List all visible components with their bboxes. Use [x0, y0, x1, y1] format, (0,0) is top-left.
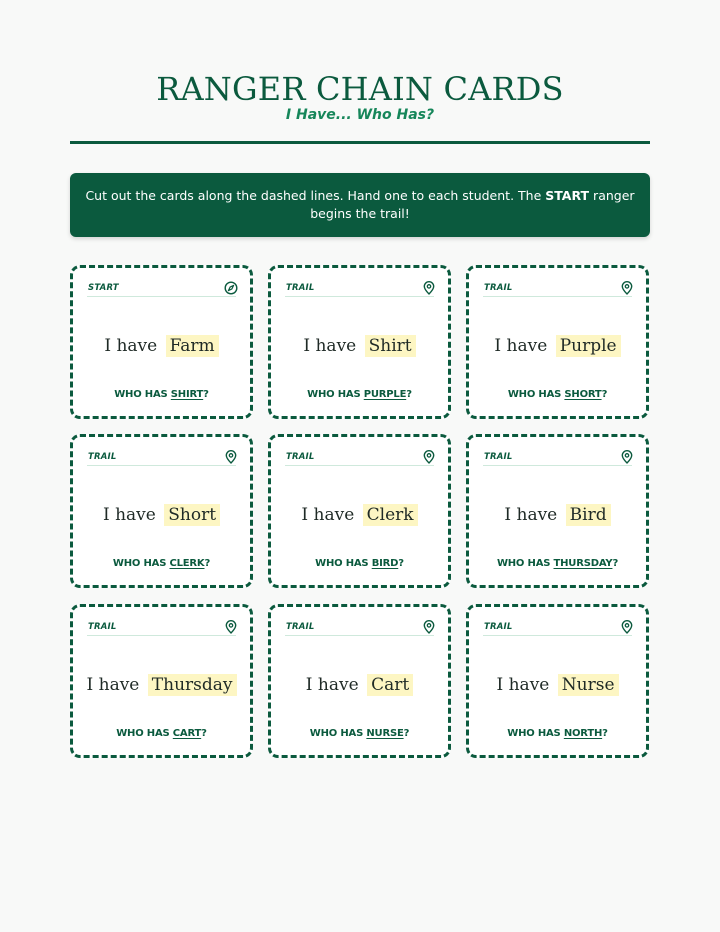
card-divider: [285, 465, 434, 466]
who-has-suffix: ?: [612, 558, 619, 569]
who-has-prefix: WHO HAS: [307, 389, 364, 400]
card-tag: TRAIL: [484, 283, 513, 293]
card-tag: TRAIL: [286, 283, 315, 293]
card-have-line: [271, 505, 448, 525]
who-has-prefix: WHO HAS: [507, 389, 565, 400]
who-has-word: BIRD: [371, 558, 399, 569]
card-have-line: [73, 336, 250, 356]
map-pin-icon: [620, 280, 634, 294]
map-pin-icon: [620, 449, 634, 463]
card-tag: TRAIL: [484, 622, 513, 632]
card-have-line: [469, 336, 646, 356]
instructions-text-end: ranger begins the trail!: [310, 188, 635, 221]
card-divider: [87, 635, 236, 636]
card-tag: TRAIL: [88, 452, 117, 462]
chain-card: [466, 265, 649, 419]
have-prefix: I have: [86, 675, 140, 695]
card-divider: [483, 296, 632, 297]
card-tag: TRAIL: [286, 622, 315, 632]
card-have-line: [73, 505, 250, 525]
card-divider: [87, 465, 236, 466]
instructions-start-keyword: START: [545, 188, 590, 203]
card-who-has-line: [73, 558, 250, 569]
page-subtitle: I Have... Who Has?: [285, 107, 435, 123]
map-pin-icon: [422, 280, 436, 294]
map-pin-icon: [422, 619, 436, 633]
who-has-prefix: WHO HAS: [496, 558, 554, 569]
have-word: Farm: [166, 335, 219, 357]
chain-card: [70, 604, 253, 758]
who-has-prefix: WHO HAS: [114, 389, 171, 400]
have-prefix: I have: [504, 505, 558, 525]
who-has-suffix: ?: [602, 728, 608, 739]
card-who-has-line: [271, 728, 448, 739]
have-word: Cart: [367, 674, 413, 696]
who-has-prefix: WHO HAS: [315, 558, 372, 569]
map-pin-icon: [422, 449, 436, 463]
who-has-prefix: WHO HAS: [112, 558, 170, 569]
who-has-word: CLERK: [169, 558, 205, 569]
chain-card: [268, 265, 451, 419]
chain-card: [70, 265, 253, 419]
card-tag: START: [88, 283, 119, 293]
who-has-word: SHORT: [564, 389, 602, 400]
chain-card: [70, 434, 253, 588]
instructions-text: [84, 187, 636, 223]
have-prefix: I have: [496, 675, 550, 695]
who-has-word: THURSDAY: [553, 558, 613, 569]
card-divider: [87, 296, 236, 297]
have-word: Bird: [566, 504, 611, 526]
have-word: Clerk: [363, 504, 418, 526]
who-has-word: SHIRT: [170, 389, 204, 400]
page-title: RANGER CHAIN CARDS: [156, 70, 564, 108]
who-has-suffix: ?: [406, 389, 412, 400]
have-word: Thursday: [148, 674, 237, 696]
have-prefix: I have: [104, 336, 158, 356]
card-who-has-line: [469, 389, 646, 400]
who-has-prefix: WHO HAS: [309, 728, 367, 739]
have-word: Nurse: [558, 674, 619, 696]
card-who-has-line: [469, 558, 646, 569]
card-divider: [483, 635, 632, 636]
card-who-has-line: [73, 728, 250, 739]
card-who-has-line: [469, 728, 646, 739]
who-has-word: NORTH: [563, 728, 603, 739]
card-have-line: [271, 336, 448, 356]
compass-icon: [224, 280, 238, 294]
have-prefix: I have: [301, 505, 355, 525]
chain-card: [466, 434, 649, 588]
who-has-word: PURPLE: [363, 389, 407, 400]
chain-card: [466, 604, 649, 758]
instructions-banner: [70, 173, 650, 237]
have-prefix: I have: [494, 336, 548, 356]
card-who-has-line: [73, 389, 250, 400]
have-prefix: I have: [305, 675, 359, 695]
map-pin-icon: [224, 619, 238, 633]
card-who-has-line: [271, 389, 448, 400]
card-divider: [285, 635, 434, 636]
who-has-suffix: ?: [398, 558, 404, 569]
card-who-has-line: [271, 558, 448, 569]
who-has-word: NURSE: [366, 728, 404, 739]
card-have-line: [469, 675, 646, 695]
map-pin-icon: [620, 619, 634, 633]
card-have-line: [73, 675, 250, 695]
have-word: Shirt: [365, 335, 416, 357]
who-has-suffix: ?: [403, 728, 410, 739]
who-has-prefix: WHO HAS: [507, 728, 564, 739]
title-divider: [70, 141, 650, 144]
card-divider: [285, 296, 434, 297]
who-has-word: CART: [172, 728, 202, 739]
map-pin-icon: [224, 449, 238, 463]
card-tag: TRAIL: [88, 622, 117, 632]
chain-card: [268, 434, 451, 588]
who-has-suffix: ?: [203, 389, 209, 400]
have-word: Purple: [556, 335, 621, 357]
have-word: Short: [164, 504, 220, 526]
card-have-line: [469, 505, 646, 525]
have-prefix: I have: [303, 336, 357, 356]
instructions-text-start: Cut out the cards along the dashed lines. Hand one to each student. The: [85, 188, 546, 203]
who-has-suffix: ?: [601, 389, 608, 400]
card-divider: [483, 465, 632, 466]
card-have-line: [271, 675, 448, 695]
have-prefix: I have: [102, 505, 156, 525]
card-tag: TRAIL: [286, 452, 315, 462]
who-has-prefix: WHO HAS: [116, 728, 173, 739]
card-tag: TRAIL: [484, 452, 513, 462]
who-has-suffix: ?: [201, 728, 207, 739]
who-has-suffix: ?: [204, 558, 211, 569]
chain-card: [268, 604, 451, 758]
